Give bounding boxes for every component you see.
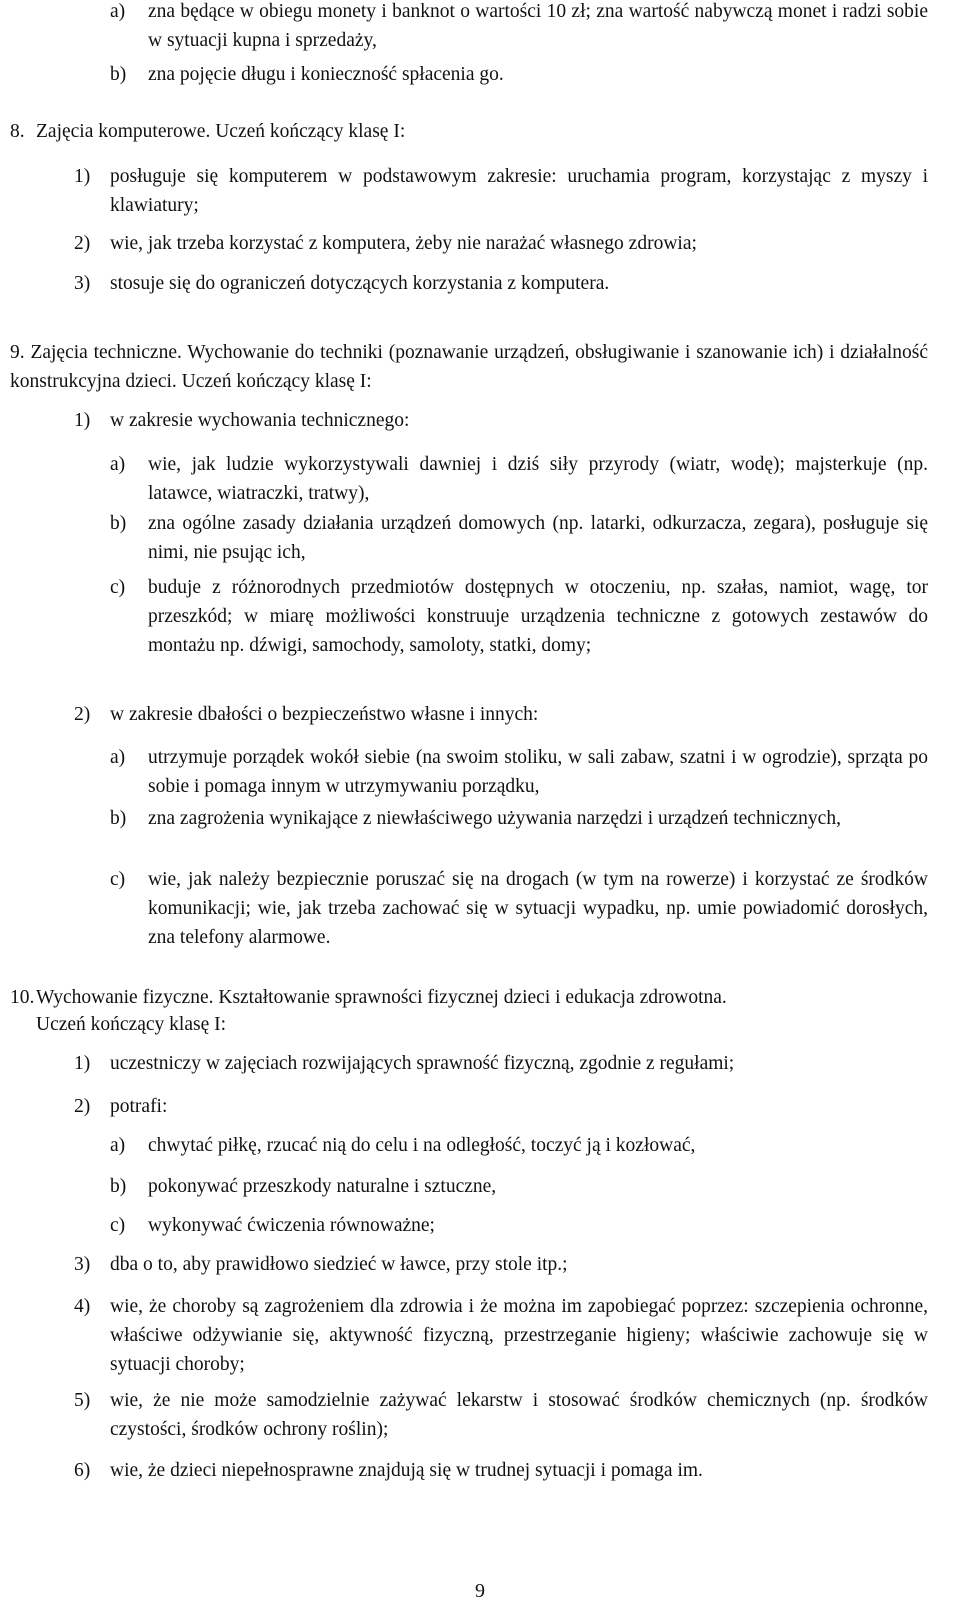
list-item [110,1211,928,1240]
section-text-line [36,1010,928,1039]
list-item [110,1172,928,1201]
item-label: b) [110,1176,127,1197]
item-text: uczestniczy w zajęciach rozwijających sprawność fizyczną, zgodnie z regułami; [110,1053,735,1074]
list-item [110,804,928,833]
item-text: wykonywać ćwiczenia równoważne; [148,1215,435,1236]
list-item [110,573,928,660]
item-text: potrafi: [110,1096,168,1117]
item-text: zna będące w obiegu monety i banknot o wartości 10 zł; zna wartość nabywczą monet i radzi sobie w sytuacji kupna i sprzedaży, [148,1,928,51]
item-label: c) [110,1215,126,1236]
list-item [74,1386,928,1444]
list-item [74,1292,928,1379]
section-heading [10,983,928,1012]
item-label: a) [110,454,126,475]
list-item [74,269,928,298]
item-label: 6) [74,1460,91,1481]
item-label: b) [110,64,127,85]
item-label: 2) [74,1096,91,1117]
section-text: Uczeń kończący klasę I: [36,1014,227,1035]
item-label: 2) [74,233,91,254]
list-item [74,1092,928,1121]
item-text: dba o to, aby prawidłowo siedzieć w ławce, przy stole itp.; [110,1254,568,1275]
item-label: b) [110,808,127,829]
page-number: 9 [475,1580,485,1602]
list-item [110,509,928,567]
list-item [110,865,928,952]
item-text: chwytać piłkę, rzucać nią do celu i na odległość, toczyć ją i kozłować, [148,1135,696,1156]
list-item [74,1049,928,1078]
item-label: 1) [74,1053,91,1074]
item-label: 1) [74,166,91,187]
item-label: 2) [74,704,91,725]
item-label: 3) [74,1254,91,1275]
list-item [74,162,928,220]
item-label: a) [110,1135,126,1156]
item-label: a) [110,1,126,22]
item-label: 4) [74,1296,91,1317]
item-text: wie, że choroby są zagrożeniem dla zdrowia i że można im zapobiegać poprzez: szczepienia ochronne, właściwe odżywianie się, aktywność fizyczną, przestrzeganie higieny; właściwie zachowuje się w sytuacji choroby; [110,1296,928,1375]
item-text: wie, że nie może samodzielnie zażywać lekarstw i stosować środków chemicznych (np. środków czystości, środków ochrony roślin); [110,1390,928,1440]
item-text: w zakresie dbałości o bezpieczeństwo własne i innych: [110,704,539,725]
item-label: 5) [74,1390,91,1411]
item-label: 1) [74,410,91,431]
section-number: 10. [10,987,35,1008]
item-text: stosuje się do ograniczeń dotyczących korzystania z komputera. [110,273,610,294]
item-text: pokonywać przeszkody naturalne i sztuczne, [148,1176,497,1197]
item-text: zna ogólne zasady działania urządzeń domowych (np. latarki, odkurzacza, zegara), posługuje się nimi, nie psując ich, [148,513,928,563]
list-item [74,406,928,435]
section-number: 9. [10,342,25,363]
list-item [74,1250,928,1279]
item-text: zna pojęcie długu i konieczność spłacenia go. [148,64,504,85]
list-item [74,700,928,729]
item-text: wie, jak należy bezpiecznie poruszać się na drogach (w tym na rowerze) i korzystać ze środków komunikacji; wie, jak trzeba zachować się w sytuacji wypadku, np. umie powiadomić dorosłych, zna telefony alarmowe. [148,869,928,948]
section-heading [10,338,928,396]
item-text: zna zagrożenia wynikające z niewłaściwego używania narzędzi i urządzeń technicznych, [148,808,841,829]
list-item [110,0,928,55]
section-number: 8. [10,121,25,142]
item-text: wie, jak trzeba korzystać z komputera, żeby nie narażać własnego zdrowia; [110,233,697,254]
item-text: wie, jak ludzie wykorzystywali dawniej i dziś siły przyrody (wiatr, wodę); majsterkuje (np. latawce, wiatraczki, tratwy), [148,454,928,504]
section-heading [10,117,928,146]
list-item [74,1456,928,1485]
item-text: buduje z różnorodnych przedmiotów dostępnych w otoczeniu, np. szałas, namiot, wagę, tor przeszkód; w miarę możliwości konstruuje urządzenia techniczne z gotowych zestawów do montażu np. dźwigi, samochody, samoloty, statki, domy; [148,577,928,656]
item-label: 3) [74,273,91,294]
item-label: b) [110,513,127,534]
list-item [110,60,928,89]
item-label: c) [110,577,126,598]
item-label: a) [110,747,126,768]
section-text: Zajęcia komputerowe. Uczeń kończący klasę I: [36,121,406,142]
item-label: c) [110,869,126,890]
list-item [110,743,928,801]
item-text: posługuje się komputerem w podstawowym zakresie: uruchamia program, korzystając z myszy i klawiatury; [110,166,928,216]
item-text: w zakresie wychowania technicznego: [110,410,410,431]
list-item [74,229,928,258]
item-text: utrzymuje porządek wokół siebie (na swoim stoliku, w sali zabaw, szatni i w ogrodzie), sprząta po sobie i pomaga innym w utrzymywaniu porządku, [148,747,928,797]
list-item [110,450,928,508]
item-text: wie, że dzieci niepełnosprawne znajdują się w trudnej sytuacji i pomaga im. [110,1460,703,1481]
section-text: Wychowanie fizyczne. Kształtowanie sprawności fizycznej dzieci i edukacja zdrowotna. [36,987,727,1008]
section-text: 9. Zajęcia techniczne. Wychowanie do techniki (poznawanie urządzeń, obsługiwanie i szanowanie ich) i działalność konstrukcyjna dzieci. Uczeń kończący klasę I: [10,342,929,392]
list-item [110,1131,928,1160]
